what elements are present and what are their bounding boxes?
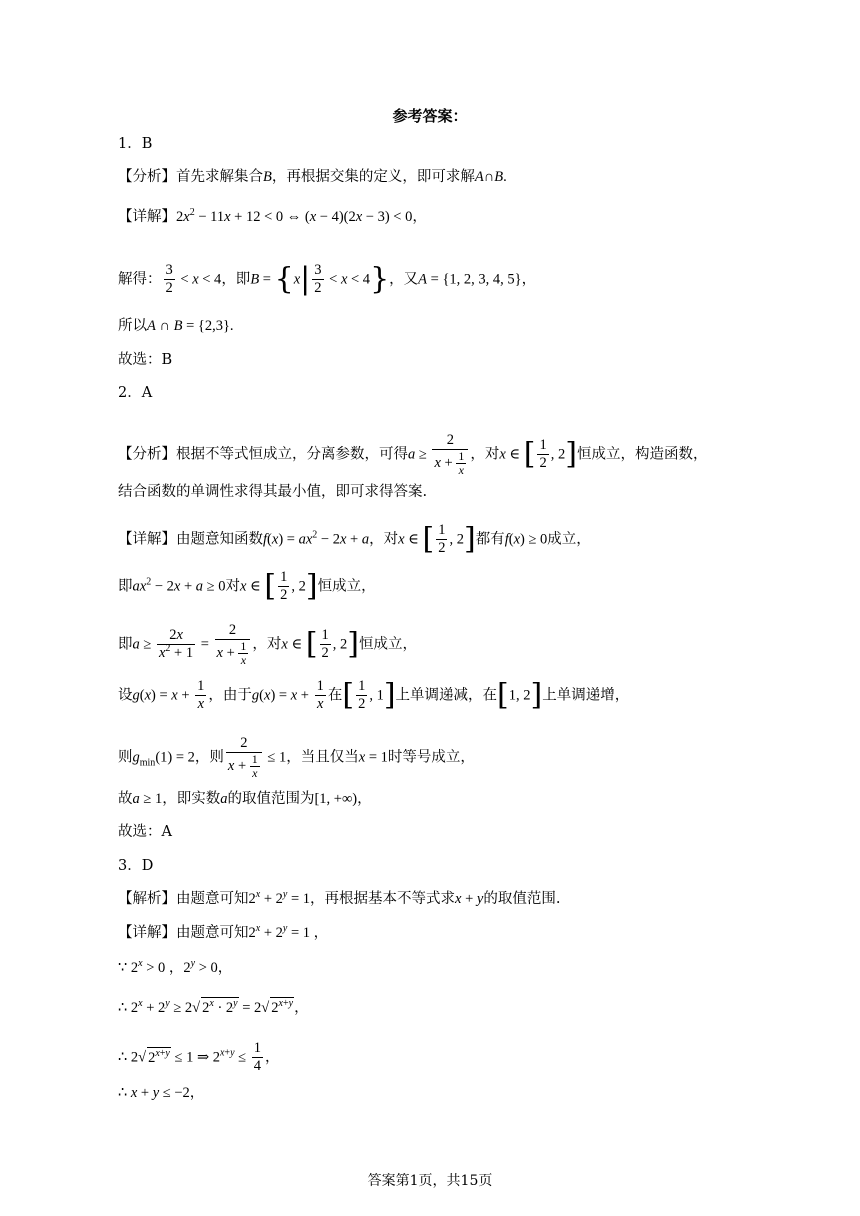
q3-detail-3: ∴ $2^x + 2^y \ge 2√$ $2^x \cdot 2^y = 2√$ $2^{x+y}$， [118,998,309,1016]
page-footer: 答案第1页，共15页 [367,1173,493,1189]
q1-analysis: 【分析】首先求解集合B，再根据交集的定义，即可求解A∩B. [118,169,507,185]
q3-detail-5: ∴ x + y ≤ −2， [118,1085,205,1101]
q3-heading: 3．D [118,858,154,874]
q2-detail-4: 设g(x) = x + $\frac{1}{x}$ ，由于g(x) = x + $\frac{1}{x}$ 在[ $\frac{1}{2}$ , 1]上单调递减，在[1, 2]上单调递增， [118,677,630,713]
q2-detail-5: 则$g_{min}(1) = 2$，则 2 x + $\frac{1}{x}$ ≤ 1，当且仅当x = 1时等号成立， [118,735,475,780]
q1-result: 所以A ∩ B = {2,3}. [118,318,234,334]
q3-detail-1: 【详解】由题意可知$2^x + 2^y = 1$ ， [118,923,329,941]
q3-analysis: 【解析】由题意可知$2^x + 2^y = 1$，再根据基本不等式求x + y的取值范围. [118,889,561,907]
q3-detail-2: ∵ $2^x > 0$ ，$2^y > 0$， [118,958,233,976]
q2-heading: 2．A [118,385,153,401]
q2-detail-3: 即a ≥ $\frac{2x}{x^2 + 1}$ = 2 x + $\frac{1}{x}$ ，对x ∈ [ $\frac{1}{2}$ , 2]恒成立， [118,622,418,667]
q2-detail-6: 故a ≥ 1，即实数a的取值范围为[1, +∞)， [118,791,372,807]
q2-choice: 故选：A [118,824,172,840]
set-a-elements: 1, 2, 3, 4, 5 [449,271,515,288]
page-title: 参考答案： [392,107,468,125]
q2-detail-1: 【详解】由题意知函数$f(x) = ax^2 - 2x + a$，对x ∈ [ $\frac{1}{2}$ , 2]都有f(x) ≥ 0成立， [118,521,591,557]
q1-heading: 1．B [118,136,153,152]
detail-tag: 【详解】 [118,209,176,225]
q2-detail-2: 即$ax^2 - 2x + a \ge 0$对x ∈ [ $\frac{1}{2}$ , 2]恒成立， [118,568,376,604]
q2-analysis: 【分析】根据不等式恒成立，分离参数，可得a ≥ 2 x + $\frac{1}{x}$ ，对x ∈ [ $\frac{1}{2}$ , 2]恒成立，构造函数， [118,432,708,477]
q1-detail: 【详解】$2x^2 - 11x + 12 < 0$ ⇔ (x − 4)(2x − 3) < 0， [118,207,427,225]
q3-detail-4: ∴ 2√ $2^{x+y} \le 1$ ⇒ $2^{x+y}$ ≤ $\frac{1}{4}$ ， [118,1040,280,1074]
q2-analysis-line2: 结合函数的单调性求得其最小值，即可求得答案. [118,484,428,500]
analysis-tag: 【分析】 [118,169,176,185]
q1-solution: 解得： $\frac{3}{2}$ < x < 4，即B = {x| $\frac{3}{2}$ < x < 4}，又A = {1, 2, 3, 4, 5}， [118,261,537,297]
q1-choice: 故选：B [118,352,173,368]
